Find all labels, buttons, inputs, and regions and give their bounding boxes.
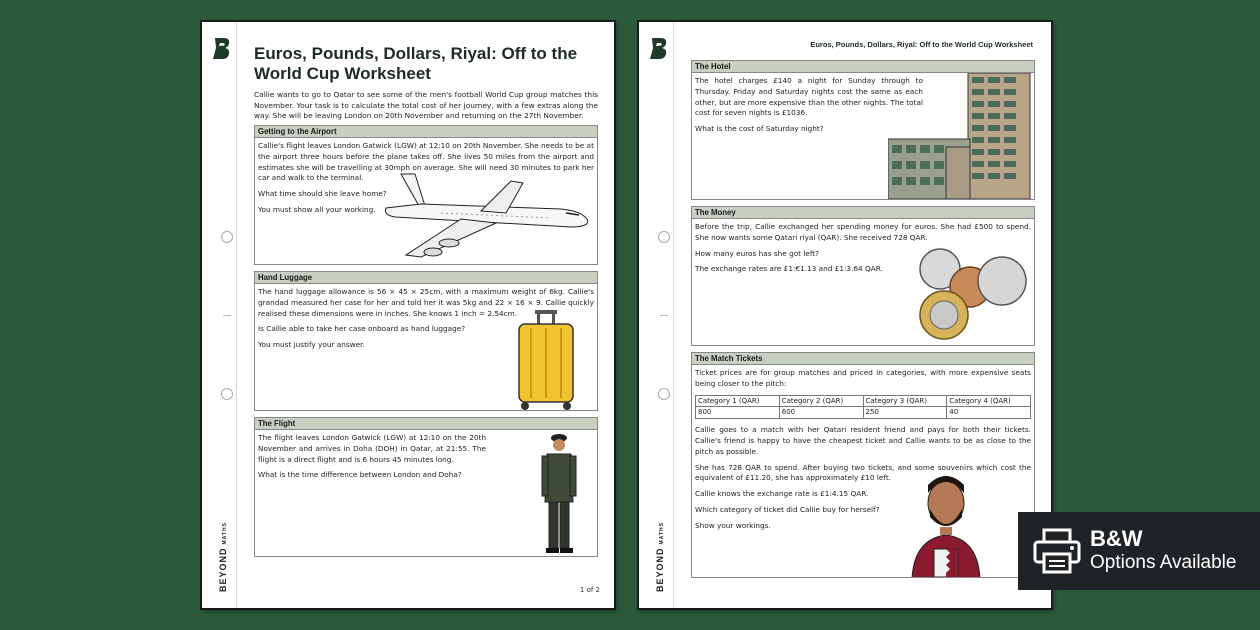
table-header-cell: Category 2 (QAR) bbox=[779, 395, 863, 407]
table-cell: 250 bbox=[863, 407, 947, 419]
suitcase-illustration bbox=[511, 308, 581, 411]
badge-title: B&W bbox=[1090, 526, 1143, 551]
table-row bbox=[696, 407, 1031, 419]
instruction-text: You must justify your answer. bbox=[258, 340, 365, 350]
brand-wordmark: BEYONDMATHS bbox=[655, 522, 665, 592]
bw-options-badge[interactable] bbox=[1018, 512, 1260, 590]
running-header: Euros, Pounds, Dollars, Riyal: Off to the World Cup Worksheet bbox=[810, 40, 1033, 49]
table-header-row bbox=[696, 395, 1031, 407]
table-cell: 800 bbox=[696, 407, 780, 419]
fold-mark bbox=[660, 315, 668, 316]
margin-line bbox=[236, 22, 237, 608]
section-airport bbox=[254, 125, 598, 265]
section-hand-luggage bbox=[254, 271, 598, 411]
exchange-rate-text: Callie knows the exchange rate is £1:4.15 QAR. bbox=[695, 489, 869, 499]
instruction-text: You must show all your working. bbox=[258, 204, 376, 214]
table-cell: 600 bbox=[779, 407, 863, 419]
table-header-cell: Category 1 (QAR) bbox=[696, 395, 780, 407]
table-header-cell: Category 3 (QAR) bbox=[863, 395, 947, 407]
question-text: Which category of ticket did Callie buy for herself? bbox=[695, 504, 880, 514]
section-text: The hand luggage allowance is 56 × 45 × 25cm, with a maximum weight of 6kg. Callie's grandad measured her case for her and told her it was 5kg and 22 × 16 × 9. Callie quickly realised these dimensions were in inches. She knows 1 inch = 2.54cm. bbox=[258, 287, 594, 318]
section-text: Ticket prices are for group matches and priced in categories, with more expensive seats being closer to the pitch: bbox=[695, 368, 1031, 388]
coins-illustration bbox=[914, 247, 1032, 345]
section-flight bbox=[254, 417, 598, 557]
section-heading: The Flight bbox=[255, 418, 597, 430]
section-text: Before the trip, Callie exchanged her spending money for euros. She had £500 to spend. She now wants some Qatari riyal (QAR). She received 728 QAR. bbox=[695, 222, 1031, 242]
question-text: What is the cost of Saturday night? bbox=[695, 124, 824, 134]
section-text: The flight leaves London Gatwick (LGW) at 12:10 on the 20th November and arrives in Doha (DOH) in Qatar, at 21:55. The flight is a direct flight and is 6 hours 45 minutes long. bbox=[258, 433, 486, 464]
brand-wordmark: BEYONDMATHS bbox=[218, 522, 228, 592]
section-heading: The Match Tickets bbox=[692, 353, 1034, 365]
worksheet-intro: Callie wants to go to Qatar to see some of the men's football World Cup group matches this November. Your task is to calculate the total cost of her journey, with a few extras along the way. She will be leaving London on 20th November and returning on the 27th November. bbox=[254, 90, 598, 121]
section-heading: The Hotel bbox=[692, 61, 1034, 73]
airplane-illustration bbox=[381, 171, 595, 265]
printer-icon bbox=[1032, 526, 1082, 576]
hotel-buildings-illustration bbox=[888, 73, 1034, 199]
fan-illustration bbox=[906, 469, 986, 578]
punch-hole bbox=[221, 388, 233, 400]
exchange-rate-text: The exchange rates are £1:€1.13 and £1:3.64 QAR. bbox=[695, 264, 883, 274]
worksheet-page-1 bbox=[200, 20, 616, 610]
question-text: Is Callie able to take her case onboard as hand luggage? bbox=[258, 324, 466, 334]
beyond-logo-icon bbox=[649, 36, 669, 60]
question-text: What time should she leave home? bbox=[258, 189, 387, 199]
section-text: The hotel charges £140 a night for Sunday through to Thursday. Friday and Saturday nights cost the same as each other, but are more expensive than the other nights. The total cost for seven nights is £1036. bbox=[695, 76, 923, 118]
section-text: Callie goes to a match with her Qatari resident friend and pays for both their tickets. Callie's friend is happy to have the cheapest ticket and Callie wants to be as close to the pitch as possible. bbox=[695, 425, 1031, 456]
section-heading: The Money bbox=[692, 207, 1034, 219]
section-heading: Hand Luggage bbox=[255, 272, 597, 284]
table-cell: 40 bbox=[947, 407, 1031, 419]
ticket-price-table bbox=[695, 395, 1031, 420]
fold-mark bbox=[223, 315, 231, 316]
punch-hole bbox=[658, 388, 670, 400]
worksheet-title: Euros, Pounds, Dollars, Riyal: Off to the World Cup Worksheet bbox=[254, 44, 578, 83]
pilot-illustration bbox=[539, 432, 579, 556]
worksheet-page-2 bbox=[637, 20, 1053, 610]
section-hotel bbox=[691, 60, 1035, 200]
section-heading: Getting to the Airport bbox=[255, 126, 597, 138]
section-money bbox=[691, 206, 1035, 346]
section-text: Callie's flight leaves London Gatwick (LGW) at 12:10 on 20th November. She needs to be at the airport three hours before the plane takes off. She lives 50 miles from the airport and estimates she will be travelling at 30mph on average. She will need 30 minutes to park her car and walk to the terminal. bbox=[258, 141, 594, 183]
punch-hole bbox=[221, 231, 233, 243]
section-text: She has 728 QAR to spend. After buying two tickets, and some souvenirs which cost the equivalent of £11.20, she has approximately £10 left. bbox=[695, 462, 1031, 483]
badge-subtitle: Options Available bbox=[1090, 552, 1237, 573]
margin-line bbox=[673, 22, 674, 608]
section-match-tickets bbox=[691, 352, 1035, 578]
question-text: What is the time difference between London and Doha? bbox=[258, 470, 462, 480]
punch-hole bbox=[658, 231, 670, 243]
question-text: How many euros has she got left? bbox=[695, 248, 820, 258]
instruction-text: Show your workings. bbox=[695, 520, 771, 530]
table-header-cell: Category 4 (QAR) bbox=[947, 395, 1031, 407]
page-number: 1 of 2 bbox=[579, 586, 600, 594]
beyond-logo-icon bbox=[212, 36, 232, 60]
